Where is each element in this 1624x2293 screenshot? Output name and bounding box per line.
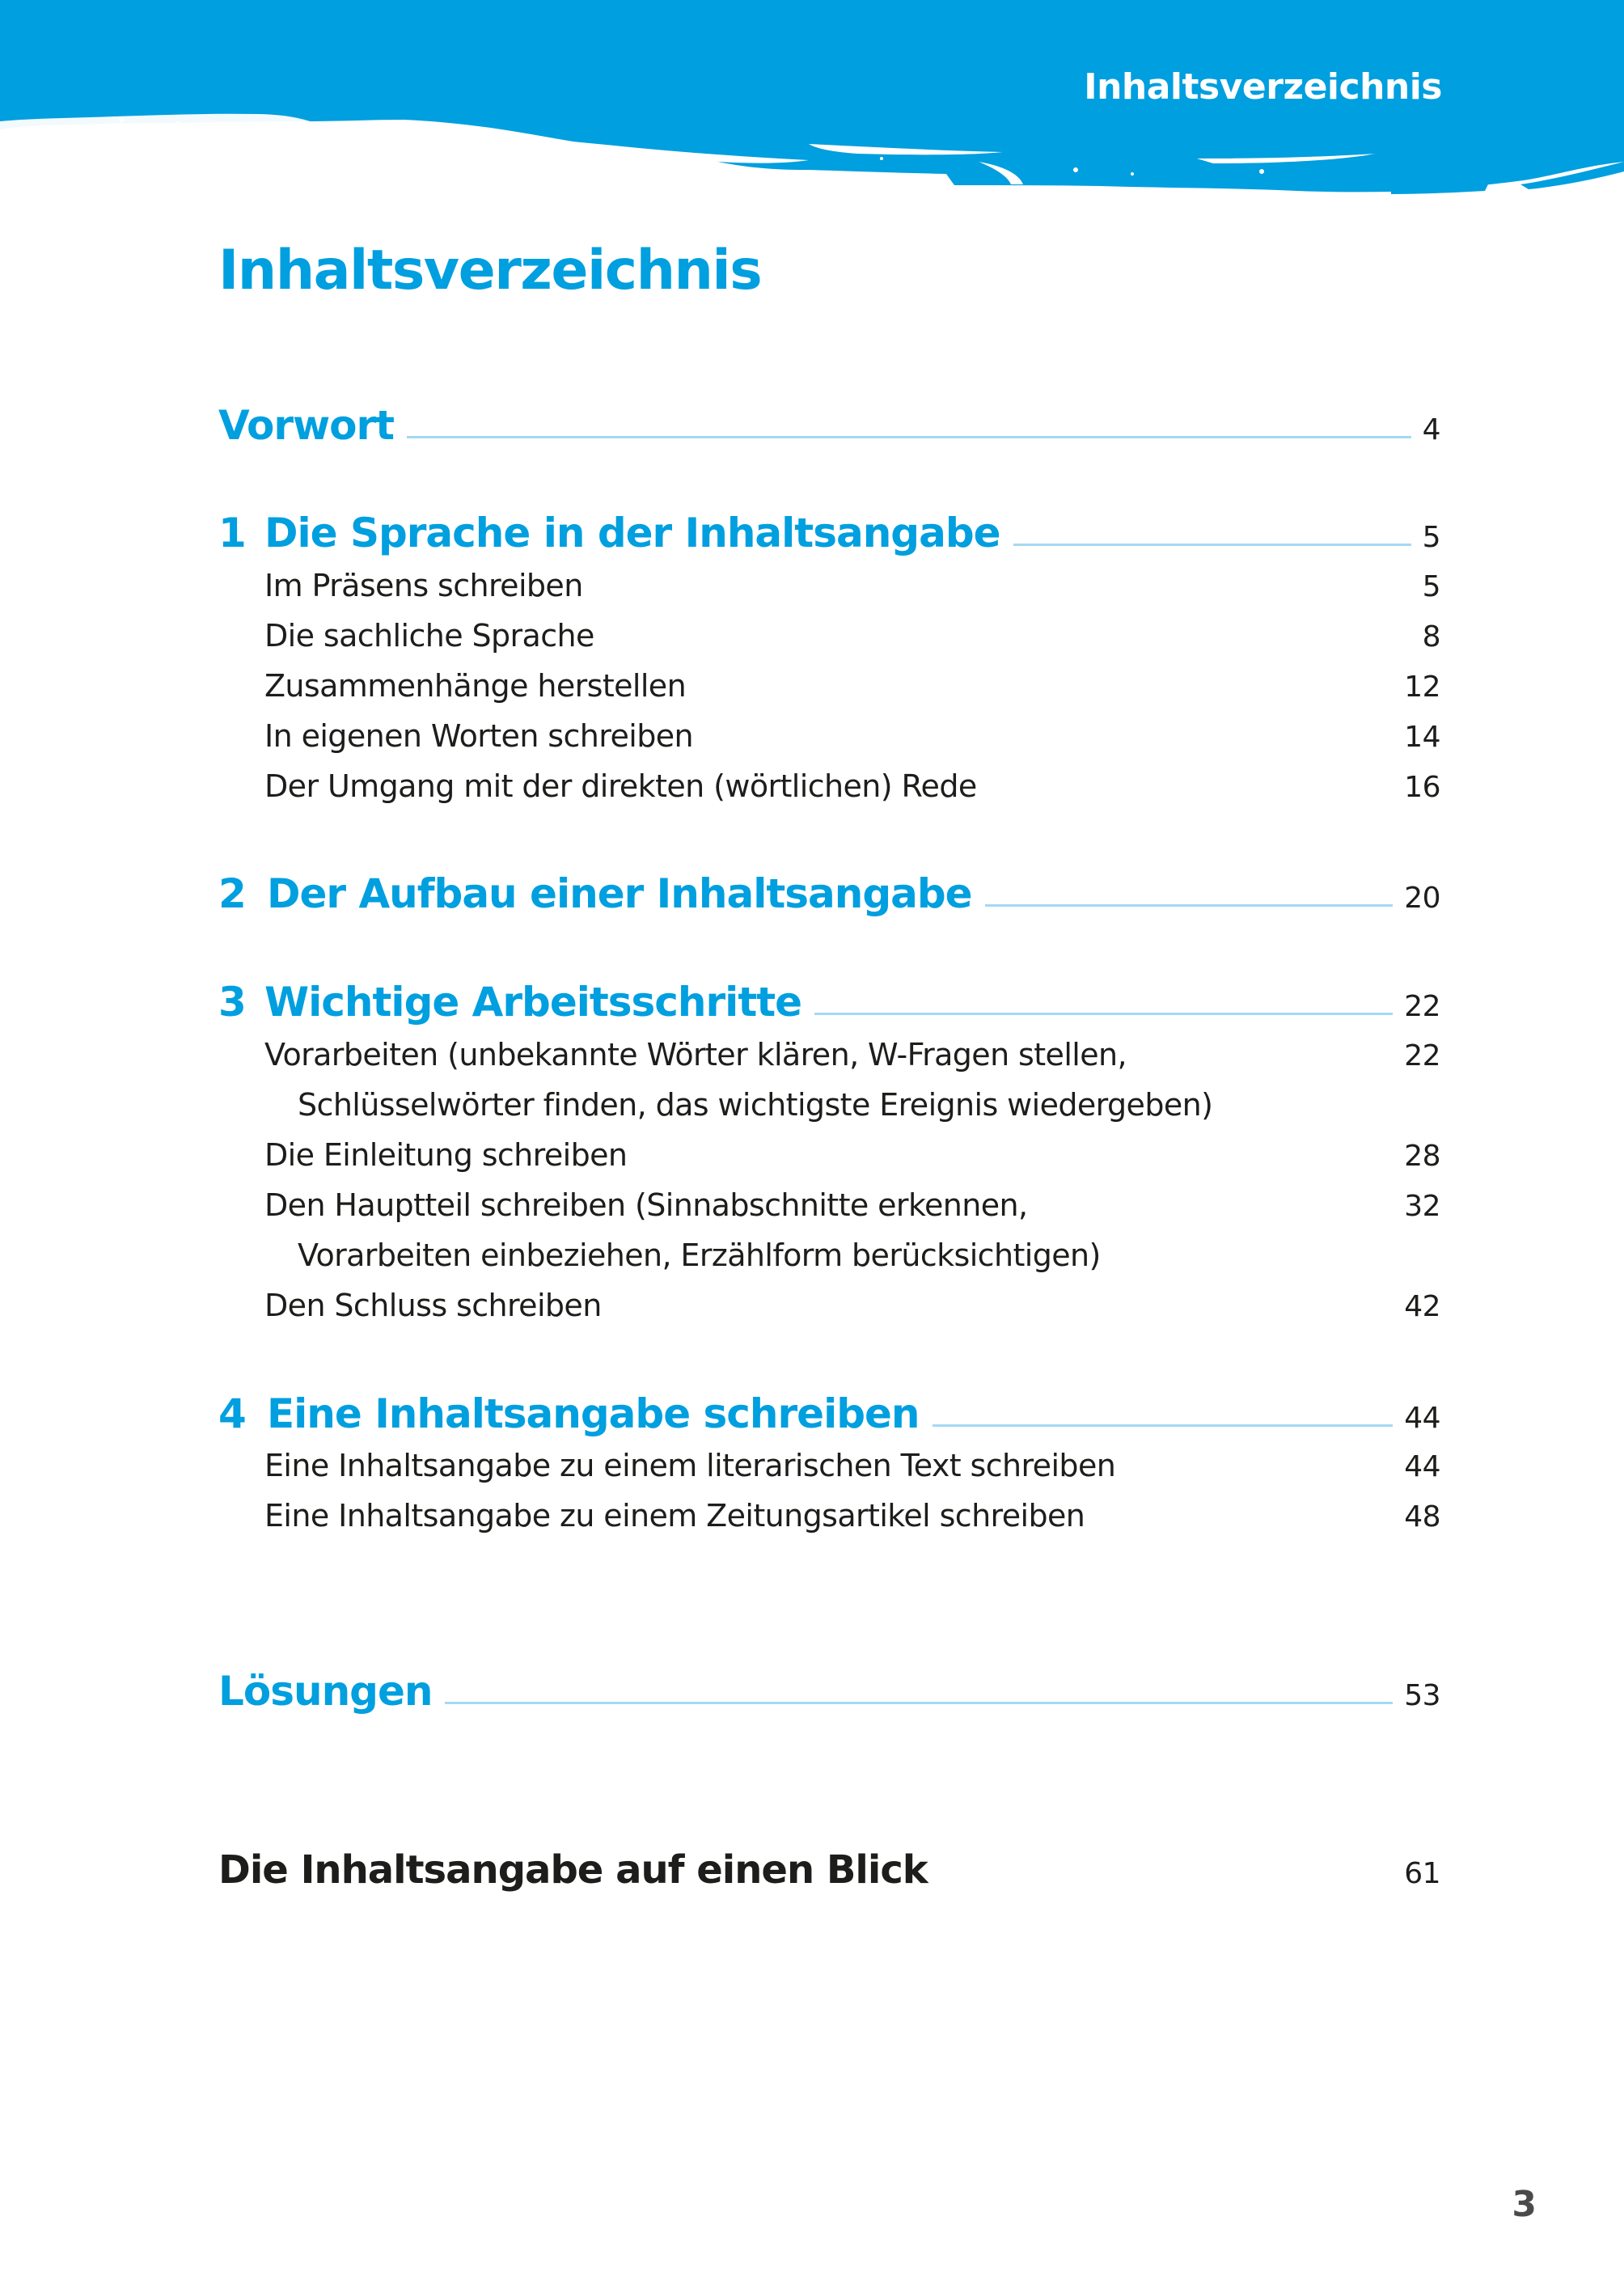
toc-entry-label: In eigenen Worten schreiben	[264, 718, 693, 754]
page-number: 44	[1404, 1450, 1440, 1483]
toc-entry-label: Im Präsens schreiben	[264, 568, 583, 603]
leader-line	[814, 1013, 1393, 1015]
toc-entry[interactable]	[218, 1037, 1440, 1072]
toc-chapter-3[interactable]	[218, 979, 1440, 1026]
toc-entry-label: Zusammenhänge herstellen	[264, 668, 687, 704]
leader-line	[407, 436, 1411, 438]
page-number: 5	[1422, 521, 1440, 554]
chapter-title: Eine Inhaltsangabe schreiben	[267, 1390, 920, 1437]
toc-entry-overview[interactable]	[218, 1847, 1440, 1893]
chapter-title: Wichtige Arbeitsschritte	[264, 979, 802, 1026]
toc-entry[interactable]	[218, 1498, 1440, 1534]
toc-entry[interactable]	[218, 768, 1440, 804]
page-folio: 3	[1512, 2184, 1537, 2225]
page-number: 53	[1404, 1679, 1440, 1712]
toc-entry-label: Die sachliche Sprache	[264, 618, 594, 654]
page-number: 42	[1404, 1290, 1440, 1323]
page-number: 32	[1404, 1190, 1440, 1223]
toc-entry-label: Vorarbeiten (unbekannte Wörter klären, W-Fragen stellen,	[264, 1037, 1127, 1072]
page-number: 5	[1422, 570, 1440, 603]
chapter-number: 3	[218, 979, 246, 1026]
toc-entry-label: Den Hauptteil schreiben (Sinnabschnitte erkennen,	[264, 1187, 1028, 1223]
page-number: 14	[1404, 721, 1440, 754]
leader-line	[985, 904, 1394, 907]
leader-line	[933, 1424, 1394, 1427]
toc-entry-label: Die Einleitung schreiben	[264, 1137, 628, 1173]
toc-heading-label: Lösungen	[218, 1668, 433, 1715]
page-number: 22	[1404, 990, 1440, 1023]
chapter-number: 1	[218, 510, 246, 556]
page-number: 16	[1404, 771, 1440, 804]
toc-entry[interactable]	[218, 1187, 1440, 1223]
toc-entry-label: Eine Inhaltsangabe zu einem literarischen Text schreiben	[264, 1448, 1116, 1483]
page-number: 20	[1404, 882, 1440, 915]
toc-entry-continuation[interactable]	[218, 1237, 1440, 1273]
toc-chapter-1[interactable]	[218, 510, 1440, 556]
page-number: 22	[1404, 1039, 1440, 1072]
page-number: 61	[1404, 1857, 1440, 1890]
toc-entry[interactable]	[218, 1288, 1440, 1323]
running-head: Inhaltsverzeichnis	[1084, 66, 1442, 108]
toc-entry[interactable]	[218, 1448, 1440, 1483]
page-number: 12	[1404, 671, 1440, 704]
toc-entry-vorwort[interactable]	[218, 402, 1440, 449]
leader-line	[1013, 544, 1411, 546]
toc-entry-label: Schlüsselwörter finden, das wichtigste Ereignis wiedergeben)	[298, 1087, 1213, 1123]
toc-entry-label: Der Umgang mit der direkten (wörtlichen) Rede	[264, 768, 977, 804]
toc-entry-label: Den Schluss schreiben	[264, 1288, 602, 1323]
toc-heading-label: Die Inhaltsangabe auf einen Blick	[218, 1847, 928, 1893]
chapter-number: 2	[218, 870, 246, 917]
toc-entry[interactable]	[218, 618, 1440, 654]
leader-line	[445, 1702, 1393, 1704]
toc-entry-loesungen[interactable]	[218, 1668, 1440, 1715]
toc-heading-label: Vorwort	[218, 402, 395, 449]
toc-entry-label: Vorarbeiten einbeziehen, Erzählform berücksichtigen)	[298, 1237, 1101, 1273]
toc-entry[interactable]	[218, 668, 1440, 704]
toc-chapter-4[interactable]	[218, 1390, 1440, 1437]
toc-chapter-2[interactable]	[218, 870, 1440, 917]
toc-entry[interactable]	[218, 568, 1440, 603]
chapter-number: 4	[218, 1390, 246, 1437]
chapter-title: Der Aufbau einer Inhaltsangabe	[267, 870, 972, 917]
page-number: 44	[1404, 1402, 1440, 1435]
page-number: 4	[1422, 413, 1440, 446]
page-number: 8	[1422, 620, 1440, 654]
toc-entry-label: Eine Inhaltsangabe zu einem Zeitungsartikel schreiben	[264, 1498, 1085, 1534]
page-number: 48	[1404, 1500, 1440, 1534]
chapter-title: Die Sprache in der Inhaltsangabe	[264, 510, 1000, 556]
toc-entry[interactable]	[218, 718, 1440, 754]
toc-entry-continuation[interactable]	[218, 1087, 1440, 1123]
page-number: 28	[1404, 1140, 1440, 1173]
toc-entry[interactable]	[218, 1137, 1440, 1173]
page-title: Inhaltsverzeichnis	[218, 239, 762, 302]
